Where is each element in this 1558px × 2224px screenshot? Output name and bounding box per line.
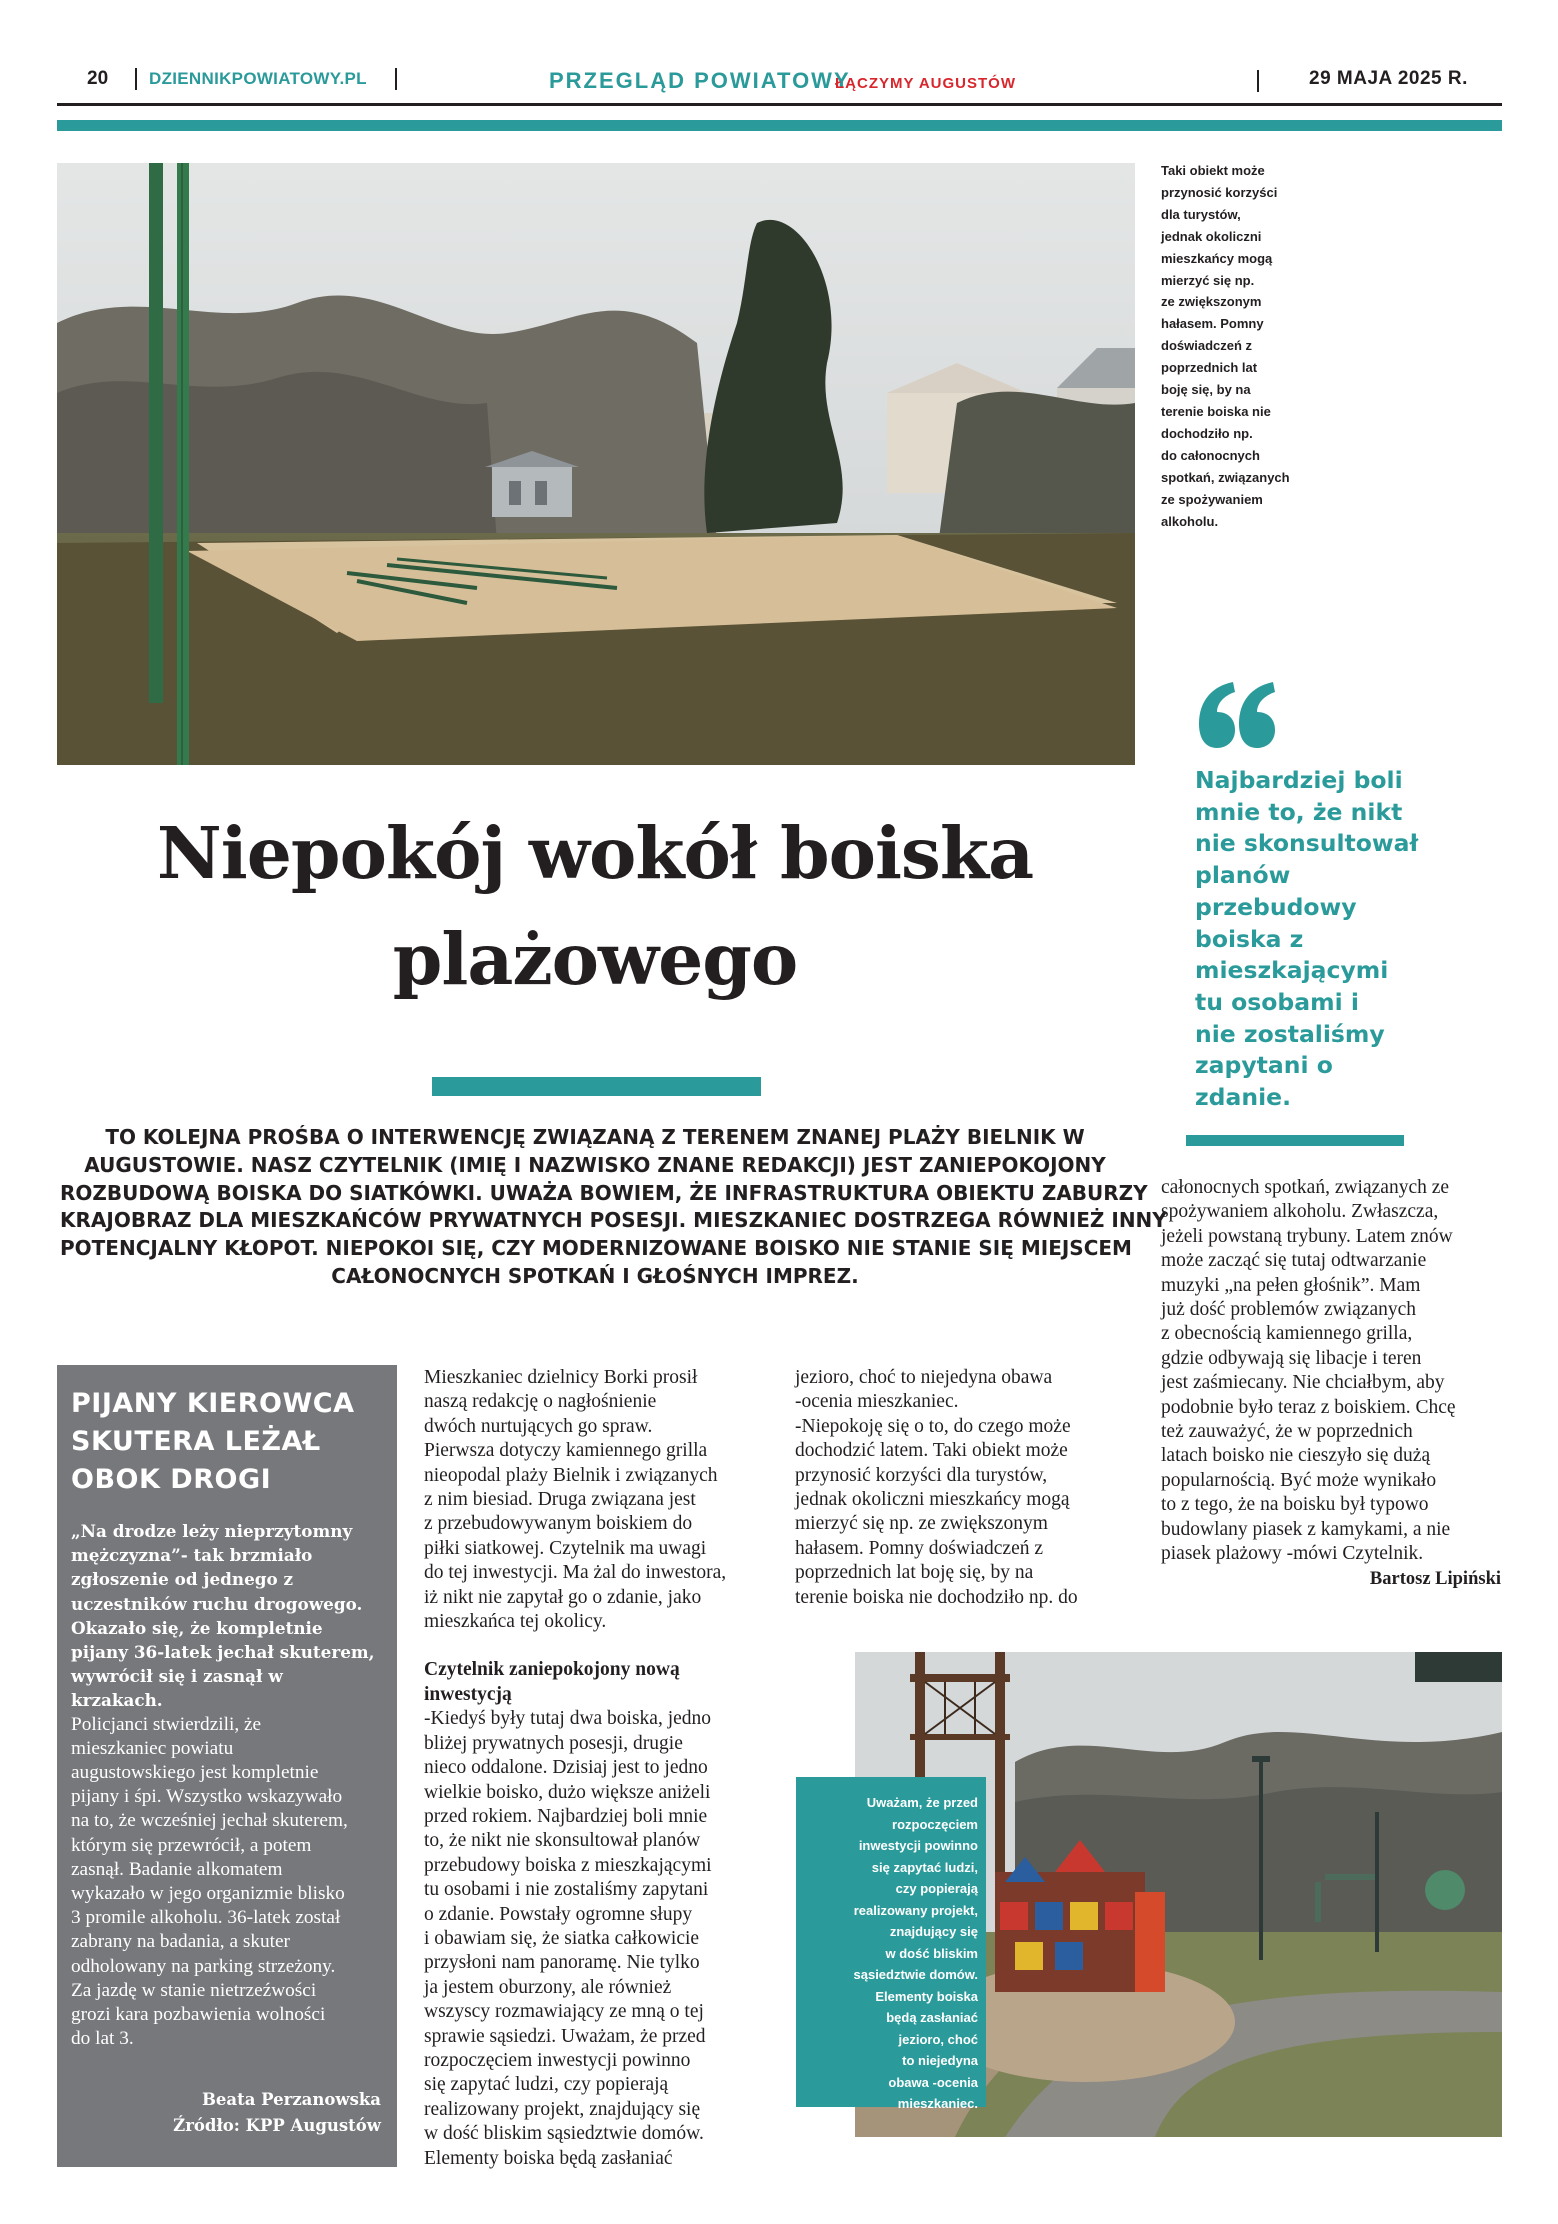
caption-line: poprzednich lat xyxy=(1161,360,1258,376)
body-line: -ocenia mieszkaniec. xyxy=(795,1391,959,1413)
sidebar-body xyxy=(71,1713,383,2052)
lead-line: CAŁONOCNYCH SPOTKAŃ I GŁOŚNYCH IMPREZ. xyxy=(331,1263,859,1288)
sidebar-lead-line: krzakach. xyxy=(71,1690,163,1711)
body-line: całonocnych spotkań, związanych ze xyxy=(1161,1177,1450,1198)
body-line: tu osobami i nie zostaliśmy zapytani xyxy=(424,1879,709,1901)
body-line: w dość bliskim sąsiedztwie domów. xyxy=(424,2123,704,2145)
sidebar-body-line: którym się przewrócił, a potem xyxy=(71,1834,312,1856)
caption-line: alkoholu. xyxy=(1161,513,1219,529)
body-line: budowlany piasek z kamykami, a nie xyxy=(1161,1518,1451,1540)
body-line: i obawiam się, że siatka całkowicie xyxy=(424,1927,700,1949)
headline-rule xyxy=(432,1077,761,1096)
body-line: dwóch nurtujących go spraw. xyxy=(424,1415,653,1437)
caption-line: Uważam, że przed xyxy=(866,1795,978,1810)
subheading-line: Czytelnik zaniepokojony nową xyxy=(424,1659,680,1681)
article-column-3 xyxy=(1161,1176,1501,1591)
site-link[interactable]: DZIENNIKPOWIATOWY.PL xyxy=(149,69,367,88)
sidebar-title-line: OBOK DROGI xyxy=(71,1464,272,1495)
body-line: to, że nikt nie skonsultował planów xyxy=(424,1830,701,1852)
caption-line: spotkań, związanych xyxy=(1161,469,1290,485)
body-line: mierzyć się np. ze zwiększonym xyxy=(795,1513,1048,1535)
photo-caption xyxy=(1161,160,1336,532)
body-line: to z tego, że na boisku był typowo xyxy=(1161,1494,1429,1516)
caption-line: mieszkaniec. xyxy=(897,2096,978,2111)
body-line: przed rokiem. Najbardziej boli mnie xyxy=(424,1805,708,1827)
body-line: mieszkańca tej okolicy. xyxy=(424,1611,607,1633)
sidebar-body-line: odholowany na parking strzeżony. xyxy=(71,1955,336,1977)
caption-line: realizowany projekt, xyxy=(853,1902,978,1918)
body-line: nieopodal plaży Bielnik i związanych xyxy=(424,1464,718,1486)
body-line: rozpoczęciem inwestycji powinno xyxy=(424,2049,691,2071)
body-line: wszyscy rozmawiający ze mną o tej xyxy=(424,2001,704,2023)
subheading-line: inwestycją xyxy=(424,1683,512,1705)
sidebar-lead-line: Okazało się, że kompletnie xyxy=(71,1617,323,1638)
headline-line: Niepokój wokół boiska xyxy=(156,811,1034,895)
paragraph-gap xyxy=(424,1634,764,1658)
sidebar-lead-line: mężczyzna”- tak brzmiało xyxy=(71,1545,313,1566)
body-line: gdzie odbywają się libacje i teren xyxy=(1161,1347,1422,1369)
body-line: może zacząć się tutaj odtwarzanie xyxy=(1161,1250,1427,1272)
body-line: piłki siatkowej. Czytelnik ma uwagi xyxy=(424,1537,707,1559)
publication-tagline: ŁĄCZYMY AUGUSTÓW xyxy=(835,75,1016,92)
pull-quote-line: mieszkającymi xyxy=(1195,956,1389,985)
caption-line: przynosić korzyści xyxy=(1161,184,1278,200)
pull-quote-line: nie skonsultował xyxy=(1195,829,1419,858)
caption-line: w dość bliskim xyxy=(885,1945,978,1961)
sidebar-lead-line: zgłoszenie od jednego z xyxy=(71,1569,294,1590)
body-line: realizowany projekt, znajdujący się xyxy=(424,2098,701,2120)
pull-quote-line: boiska z xyxy=(1195,924,1304,953)
body-line: terenie boiska nie dochodziło np. do xyxy=(795,1586,1078,1608)
sidebar-body-line: augustowskiego jest kompletnie xyxy=(71,1762,319,1784)
header-divider xyxy=(1257,70,1259,92)
body-line: jezioro, choć to niejedyna obawa xyxy=(795,1367,1053,1388)
caption-line: znajdujący się xyxy=(889,1924,978,1939)
body-line: już dość problemów związanych xyxy=(1161,1299,1417,1321)
body-line: ja jestem oburzony, ale również xyxy=(424,1976,672,1998)
sidebar-body-line: mieszkaniec powiatu xyxy=(71,1737,234,1759)
lead-line: TO KOLEJNA PROŚBA O INTERWENCJĘ ZWIĄZANĄ Z TERENEM ZNANEJ PLAŻY BIELNIK W xyxy=(105,1125,1085,1149)
body-line: poprzednich lat boję się, by na xyxy=(795,1562,1034,1584)
lead-line: AUGUSTOWIE. NASZ CZYTELNIK (IMIĘ I NAZWISKO ZNANE REDAKCJI) JEST ZANIEPOKOJONY xyxy=(84,1152,1106,1177)
quote-mark-icon xyxy=(1195,680,1277,750)
header-accent-bar xyxy=(57,120,1502,131)
lead-line: KRAJOBRAZ DLA MIESZKAŃCÓW PRYWATNYCH POSESJI. MIESZKANIEC DOSTRZEGA RÓWNIEŻ INNY xyxy=(60,1208,1167,1233)
article-column-1 xyxy=(424,1366,764,2171)
pull-quote-line: zdanie. xyxy=(1195,1083,1292,1112)
pull-quote-line: mnie to, że nikt xyxy=(1195,797,1403,826)
sidebar-lead-line: pijany 36-latek jechał skuterem, xyxy=(71,1642,375,1663)
headline-line: plażowego xyxy=(392,917,798,1001)
caption-line: sąsiedztwie domów. xyxy=(853,1967,978,1982)
article-lead xyxy=(60,1124,1167,1291)
lead-line: POTENCJALNY KŁOPOT. NIEPOKOI SIĘ, CZY MODERNIZOWANE BOISKO NIE STANIE SIĘ MIEJSCEM xyxy=(60,1236,1132,1261)
pull-quote-line: tu osobami i xyxy=(1195,987,1359,1016)
body-line: sprawie sąsiedzi. Uważam, że przed xyxy=(424,2025,706,2047)
body-line: jeżeli powstaną trybuny. Latem znów xyxy=(1161,1225,1453,1247)
sidebar-body-line: Za jazdę w stanie nietrzeźwości xyxy=(71,1979,317,2001)
caption-line: do całonocnych xyxy=(1161,447,1260,463)
body-line: przynosić korzyści dla turystów, xyxy=(795,1464,1048,1486)
sidebar-body-line: 3 promile alkoholu. 36-latek został xyxy=(71,1907,341,1929)
sidebar-body-line: zabrany na badania, a skuter xyxy=(71,1931,290,1953)
publication-name: PRZEGLĄD POWIATOWY xyxy=(549,68,851,93)
body-line: naszą redakcję o nagłośnienie xyxy=(424,1391,657,1413)
page-header xyxy=(57,66,1502,98)
body-line: z przebudowywanym boiskiem do xyxy=(424,1513,693,1535)
body-line: Pierwsza dotyczy kamiennego grilla xyxy=(424,1440,708,1462)
lead-line: ROZBUDOWĄ BOISKA DO SIATKÓWKI. UWAŻA BOWIEM, ŻE INFRASTRUKTURA OBIEKTU ZABURZY xyxy=(60,1180,1148,1205)
article-headline xyxy=(60,800,1130,1012)
sidebar-body-line: grozi kara pozbawienia wolności xyxy=(71,2004,326,2026)
body-line: jest zaśmiecany. Nie chciałbym, aby xyxy=(1161,1372,1445,1394)
sidebar-title-line: SKUTERA LEŻAŁ xyxy=(71,1426,321,1457)
sidebar-body-line: do lat 3. xyxy=(71,2028,134,2050)
body-line: popularnością. Być może wynikało xyxy=(1161,1469,1437,1491)
body-line: piasek plażowy -mówi Czytelnik. xyxy=(1161,1543,1424,1565)
sidebar-body-line: Policjanci stwierdzili, że xyxy=(71,1713,262,1735)
body-line: spożywaniem alkoholu. Zwłaszcza, xyxy=(1161,1201,1439,1223)
sidebar-signature xyxy=(71,2087,383,2139)
caption-line: doświadczeń z xyxy=(1161,338,1253,354)
page-number: 20 xyxy=(87,68,109,89)
body-line: też zauważyć, że w poprzednich xyxy=(1161,1421,1413,1443)
header-divider xyxy=(135,68,137,90)
caption-line: mierzyć się np. xyxy=(1161,272,1255,288)
caption-line: ze spożywaniem xyxy=(1161,491,1263,507)
body-line: Mieszkaniec dzielnicy Borki prosił xyxy=(424,1367,698,1388)
caption-line: jezioro, choć xyxy=(898,2031,978,2047)
caption-line: mieszkańcy mogą xyxy=(1161,250,1273,266)
sidebar-title-line: PIJANY KIEROWCA xyxy=(71,1388,355,1419)
caption-line: rozpoczęciem xyxy=(892,1816,978,1832)
pull-quote-line: Najbardziej boli xyxy=(1195,766,1403,794)
body-line: nieco oddalone. Dzisiaj jest to jedno xyxy=(424,1757,708,1779)
caption-line: będą zasłaniać xyxy=(886,2010,978,2025)
article-column-2 xyxy=(795,1366,1125,1610)
pull-quote-line: planów xyxy=(1195,861,1291,890)
body-line: przysłoni nam panoramę. Nie tylko xyxy=(424,1952,700,1974)
sidebar-news-box xyxy=(57,1365,397,2167)
caption-line: terenie boiska nie xyxy=(1161,403,1271,419)
body-line: -Niepokoję się o to, do czego może xyxy=(795,1415,1071,1437)
pull-quote xyxy=(1195,765,1425,1114)
body-line: iż nikt nie zapytał go o zdanie, jako xyxy=(424,1586,702,1608)
caption-line: hałasem. Pomny xyxy=(1161,316,1264,332)
body-line: jednak okoliczni mieszkańcy mogą xyxy=(795,1489,1070,1511)
article-byline: Bartosz Lipiński xyxy=(1369,1568,1501,1589)
body-line: hałasem. Pomny doświadczeń z xyxy=(795,1537,1044,1559)
sidebar-body-line: pijany i śpi. Wszystko wskazywało xyxy=(71,1786,343,1808)
photo-caption-box xyxy=(796,1777,986,2111)
caption-line: Taki obiekt może xyxy=(1161,163,1265,178)
body-line: Elementy boiska będą zasłaniać xyxy=(424,2147,673,2169)
caption-line: dochodziło np. xyxy=(1161,425,1253,441)
body-line: do tej inwestycji. Ma żal do inwestora, xyxy=(424,1562,727,1584)
sidebar-source: Źródło: KPP Augustów xyxy=(173,2116,381,2136)
body-line: -Kiedyś były tutaj dwa boiska, jedno xyxy=(424,1708,712,1730)
caption-line: inwestycji powinno xyxy=(858,1838,978,1853)
caption-line: czy popierają xyxy=(895,1881,978,1896)
body-line: przebudowy boiska z mieszkającymi xyxy=(424,1854,712,1876)
caption-line: obawa -ocenia xyxy=(888,2074,978,2090)
body-line: podobnie było teraz z boiskiem. Chcę xyxy=(1161,1396,1456,1418)
sidebar-lead-line: „Na drodze leży nieprzytomny xyxy=(71,1521,353,1541)
pull-quote-line: przebudowy xyxy=(1195,892,1357,921)
sidebar-lead-line: wywrócił się i zasnął w xyxy=(71,1666,283,1687)
beach-volleyball-court-photo xyxy=(57,163,1135,765)
caption-line: się zapytać ludzi, xyxy=(871,1859,978,1875)
pull-quote-line: nie zostaliśmy xyxy=(1195,1019,1385,1048)
body-line: z nim biesiad. Druga związana jest xyxy=(424,1489,696,1511)
caption-line: boję się, by na xyxy=(1161,382,1251,398)
body-line: wielkie boisko, dużo większe aniżeli xyxy=(424,1781,711,1803)
pull-quote-line: zapytani o xyxy=(1195,1051,1333,1080)
header-divider xyxy=(395,68,397,90)
body-line: dochodzić latem. Taki obiekt może xyxy=(795,1440,1068,1462)
body-line: o zdanie. Powstały ogromne słupy xyxy=(424,1903,693,1925)
sidebar-author: Beata Perzanowska xyxy=(201,2090,381,2110)
sidebar-body-line: zasnął. Badanie alkomatem xyxy=(71,1858,283,1880)
sidebar-lead-line: uczestników ruchu drogowego. xyxy=(71,1593,363,1614)
issue-date: 29 MAJA 2025 R. xyxy=(1309,68,1468,89)
caption-line: jednak okoliczni xyxy=(1161,228,1262,244)
body-line: z obecnością kamiennego grilla, xyxy=(1161,1323,1413,1345)
caption-line: ze zwiększonym xyxy=(1161,294,1262,310)
body-line: muzyki „na pełen głośnik”. Mam xyxy=(1161,1274,1421,1296)
sidebar-lead xyxy=(71,1519,383,1713)
body-line: bliżej prywatnych posesji, drugie xyxy=(424,1732,683,1754)
caption-line: to niejedyna xyxy=(902,2053,978,2068)
sidebar-title xyxy=(71,1385,383,1499)
body-line: latach boisko nie cieszyło się dużą xyxy=(1161,1445,1431,1467)
pull-quote-rule xyxy=(1186,1135,1404,1146)
caption-line: Elementy boiska xyxy=(875,1988,978,2004)
sidebar-body-line: wykazało w jego organizmie blisko xyxy=(71,1883,345,1905)
caption-line: dla turystów, xyxy=(1161,206,1241,222)
sidebar-body-line: na to, że wcześniej jechał skuterem, xyxy=(71,1810,348,1832)
header-rule xyxy=(57,103,1502,106)
body-line: się zapytać ludzi, czy popierają xyxy=(424,2074,669,2096)
